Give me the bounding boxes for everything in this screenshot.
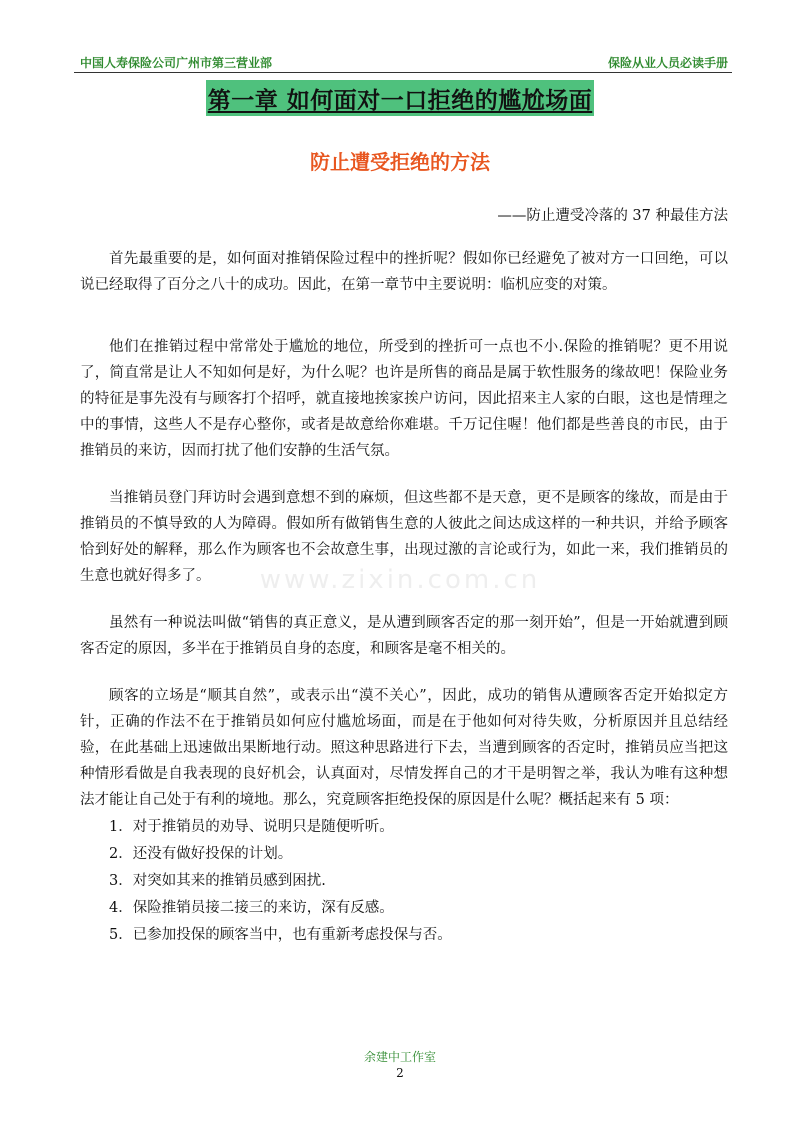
paragraph: 他们在推销过程中常常处于尴尬的地位，所受到的挫折可一点也不小.保险的推销呢？更不用说了，简直常是让人不知如何是好，为什么呢？也许是所售的商品是属于软性服务的缘故吧！保险业务的特征是事先没有与顾客打个招呼，就直接地挨家挨户访问，因此招来主人家的白眼，这也是情理之中的事情，这些人不是存心整你，或者是故意给你难堪。千万记住喔！他们都是些善良的市民，由于推销员的来访，因而打扰了他们安静的生活气氛。 (80, 339, 728, 459)
header-divider (74, 72, 732, 73)
footer-studio-name: 余建中工作室 (363, 1050, 436, 1064)
chapter-title (0, 80, 800, 116)
list-item: 5．已参加投保的顾客当中，也有重新考虑投保与否。 (109, 927, 452, 943)
list-item: 1．对于推销员的劝导、说明只是随便听听。 (109, 819, 394, 835)
paragraph: 虽然有一种说法叫做“销售的真正意义，是从遭到顾客否定的那一刻开始”，但是一开始就遭到顾客否定的原因，多半在于推销员自身的态度，和顾客是毫不相关的。 (80, 615, 728, 657)
list-item: 2．还没有做好投保的计划。 (109, 846, 293, 862)
list-item: 4．保险推销员接二接三的来访，深有反感。 (109, 900, 394, 916)
page-number: 2 (396, 1066, 404, 1080)
watermark: www.zixin.com.cn (259, 565, 541, 595)
chapter-title-text: 第一章 如何面对一口拒绝的尴尬场面 (206, 80, 595, 116)
paragraph: 顾客的立场是“顺其自然”，或表示出“漠不关心”，因此，成功的销售从遭顾客否定开始拟定方针，正确的作法不在于推销员如何应付尴尬场面，而是在于他如何对待失败，分析原因并且总结经验，在此基础上迅速做出果断地行动。照这种思路进行下去，当遭到顾客的否定时，推销员应当把这种情形看做是自我表现的良好机会，认真面对，尽情发挥自己的才干是明智之举，我认为唯有这种想法才能让自己处于有利的境地。那么，究竟顾客拒绝投保的原因是什么呢？概括起来有 5 项： (80, 688, 728, 808)
header-left-text: 中国人寿保险公司广州市第三营业部 (80, 56, 273, 70)
section-title: 防止遭受拒绝的方法 (310, 150, 490, 174)
reasons-list (80, 814, 728, 949)
paragraph: 首先最重要的是，如何面对推销保险过程中的挫折呢？假如你已经避免了被对方一口回绝，可以说已经取得了百分之八十的成功。因此，在第一章节中主要说明：临机应变的对策。 (80, 251, 728, 293)
header-right-text: 保险从业人员必读手册 (607, 56, 728, 70)
subtitle: ——防止遭受冷落的 37 种最佳方法 (497, 208, 728, 224)
body-text (80, 246, 728, 949)
list-item: 3．对突如其来的推销员感到困扰. (109, 873, 326, 889)
paragraph: 当推销员登门拜访时会遇到意想不到的麻烦，但这些都不是天意，更不是顾客的缘故，而是由于推销员的不慎导致的人为障碍。假如所有做销售生意的人彼此之间达成这样的一种共识，并给予顾客恰到好处的解释，那么作为顾客也不会故意生事，出现过激的言论或行为，如此一来，我们推销员的生意也就好得多了。 (80, 490, 728, 584)
